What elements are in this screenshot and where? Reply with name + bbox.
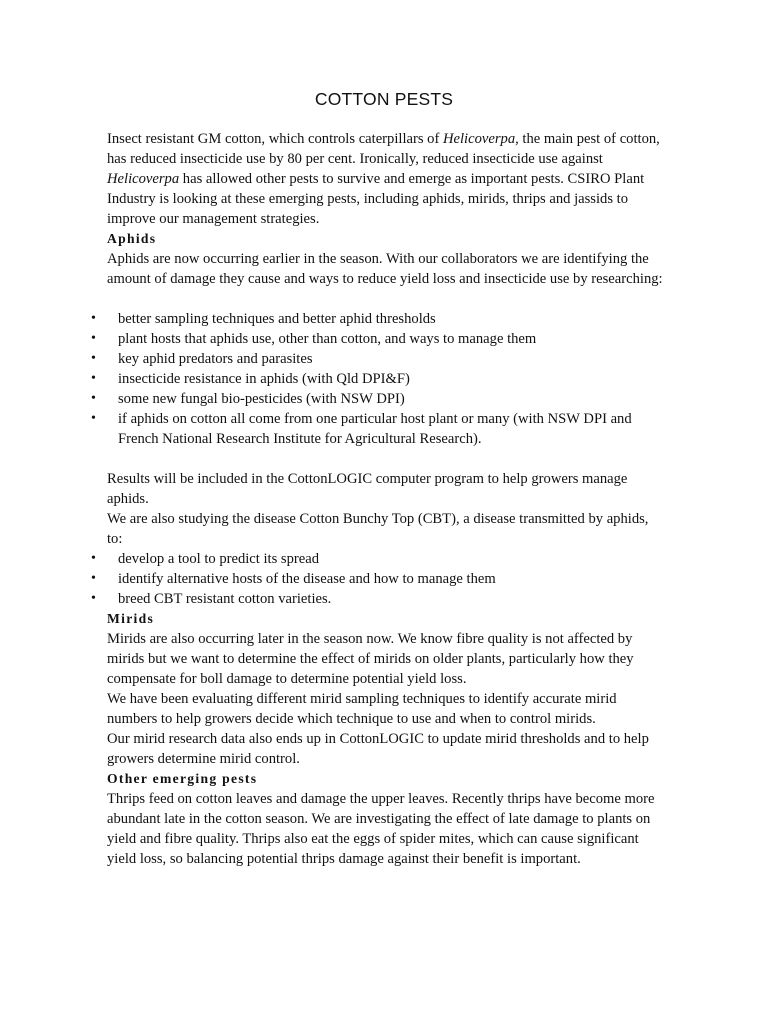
section-heading-other-pests: Other emerging pests: [107, 771, 258, 786]
aphids-paragraph-3: We are also studying the disease Cotton Bunchy Top (CBT), a disease transmitted by aphids, to:: [107, 511, 649, 547]
list-item: • plant hosts that aphids use, other than cotton, and ways to manage them: [107, 329, 667, 349]
intro-italic-2: Helicoverpa: [107, 171, 180, 187]
aphids-research-list: [107, 309, 667, 449]
spacer: [107, 289, 667, 309]
section-heading-aphids: Aphids: [107, 231, 157, 246]
mirids-paragraph-1: Mirids are also occurring later in the season now. We know fibre quality is not affected by mirids but we want to determine the effect of mirids on older plants, particularly how they compensate for boll damage to determine potential yield loss.: [107, 631, 634, 687]
list-item: • insecticide resistance in aphids (with Qld DPI&F): [107, 369, 667, 389]
other-pests-paragraph: Thrips feed on cotton leaves and damage the upper leaves. Recently thrips have become more abundant late in the cotton season. We are investigating the effect of late damage to plants on yield and fibre quality. Thrips also eat the eggs of spider mites, which can cause significant yield loss, so balancing potential thrips damage against their benefit is important.: [107, 791, 655, 867]
list-item: • better sampling techniques and better aphid thresholds: [107, 309, 667, 329]
list-item: • identify alternative hosts of the disease and how to manage them: [107, 569, 667, 589]
aphids-paragraph-1: Aphids are now occurring earlier in the season. With our collaborators we are identifying the amount of damage they cause and ways to reduce yield loss and insecticide use by researching:: [107, 251, 663, 287]
intro-text-1: Insect resistant GM cotton, which controls caterpillars of: [107, 131, 443, 147]
list-item: • breed CBT resistant cotton varieties.: [107, 589, 667, 609]
list-item: • if aphids on cotton all come from one particular host plant or many (with NSW DPI and French National Research Institute for Agricultural Research).: [107, 409, 667, 449]
list-item: • develop a tool to predict its spread: [107, 549, 667, 569]
intro-italic-1: Helicoverpa: [442, 131, 516, 147]
document-body: [107, 129, 667, 869]
list-item: • key aphid predators and parasites: [107, 349, 667, 369]
spacer: [107, 449, 667, 469]
intro-text-2: , the main pest of cotton, has reduced insecticide use by 80 per cent. Ironically, reduced insecticide use against: [107, 131, 660, 167]
aphids-paragraph-2: Results will be included in the CottonLOGIC computer program to help growers manage aphids.: [107, 471, 628, 507]
intro-paragraph: [107, 129, 667, 229]
cbt-list: [107, 549, 667, 609]
mirids-paragraph-3: Our mirid research data also ends up in CottonLOGIC to update mirid thresholds and to help growers determine mirid control.: [107, 731, 649, 767]
page-title: COTTON PESTS: [314, 89, 454, 109]
intro-text-3: has allowed other pests to survive and emerge as important pests. CSIRO Plant Industry is looking at these emerging pests, including aphids, mirids, thrips and jassids to improve our management strategies.: [107, 171, 645, 227]
section-heading-mirids: Mirids: [107, 611, 155, 626]
mirids-paragraph-2: We have been evaluating different mirid sampling techniques to identify accurate mirid numbers to help growers decide which technique to use and when to control mirids.: [107, 691, 617, 727]
list-item: • some new fungal bio-pesticides (with NSW DPI): [107, 389, 667, 409]
